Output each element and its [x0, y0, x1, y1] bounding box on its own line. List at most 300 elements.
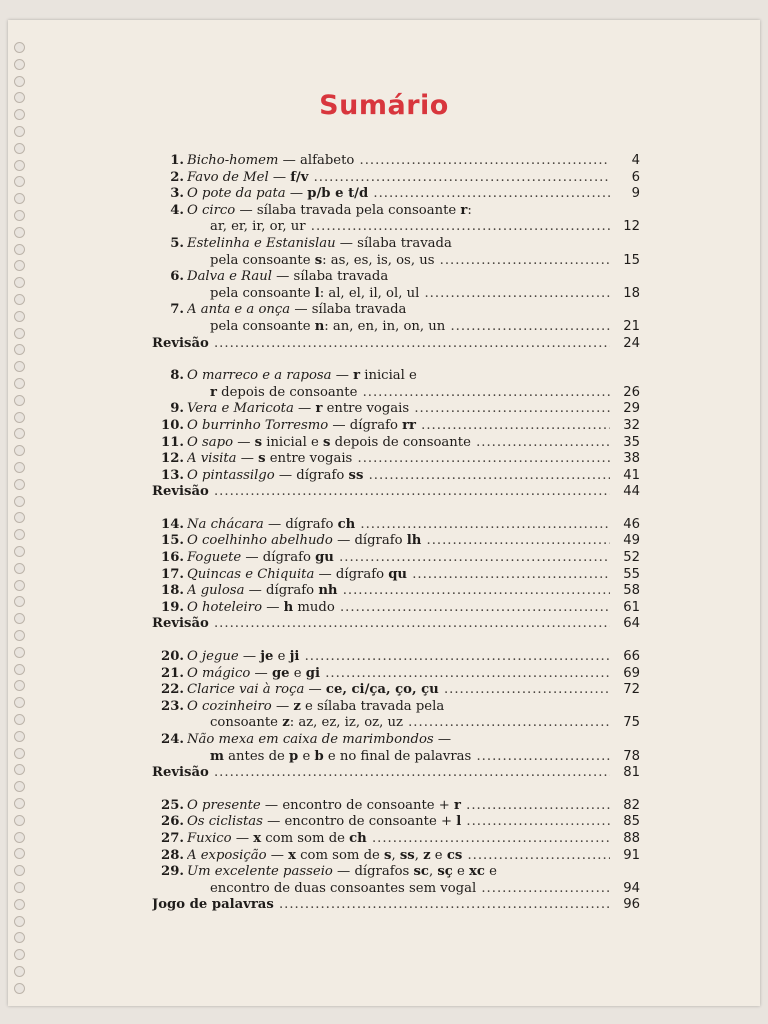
- toc-lesson-title: O pote da pata: [187, 186, 286, 202]
- toc-continuation-row: [142, 286, 642, 303]
- toc-row: [142, 583, 642, 600]
- toc-page-number: 6: [631, 169, 640, 185]
- dot-leader: [363, 468, 610, 483]
- toc-entry-text: [187, 269, 610, 286]
- toc-key-letters: f/v: [290, 169, 309, 185]
- toc-number: 11.: [161, 434, 184, 450]
- toc-key-letters: Revisão: [152, 616, 209, 632]
- toc-separator: —: [290, 302, 312, 318]
- toc-number: 12.: [161, 451, 184, 467]
- toc-page-number: 96: [623, 897, 640, 913]
- toc-row: [142, 153, 642, 170]
- binding-ring: [14, 714, 25, 725]
- binding-ring: [14, 428, 25, 439]
- toc-separator: —: [331, 368, 354, 384]
- toc-entry-text: [187, 451, 610, 468]
- toc-page-number: 64: [623, 616, 640, 632]
- toc-page-number: 26: [623, 384, 640, 400]
- toc-number: 26.: [161, 814, 184, 830]
- toc-description: com som de: [295, 847, 385, 863]
- toc-lesson-title: A exposição: [187, 847, 267, 863]
- toc-key-letters: gu: [315, 550, 334, 566]
- binding-ring: [14, 882, 25, 893]
- binding-ring: [14, 462, 25, 473]
- binding-ring: [14, 193, 25, 204]
- toc-entry-text: [187, 848, 610, 865]
- toc-entry-text: [187, 302, 610, 319]
- toc-description: dígrafo: [354, 533, 407, 549]
- binding-ring: [14, 832, 25, 843]
- binding-ring: [14, 311, 25, 322]
- binding-ring: [14, 344, 25, 355]
- toc-page-number: 4: [631, 153, 640, 168]
- toc-lesson-title: Bicho-homem: [187, 153, 279, 168]
- toc-key-letters: r: [210, 384, 217, 400]
- toc-number: 13.: [161, 467, 184, 483]
- toc-row: [142, 517, 642, 534]
- binding-ring: [14, 546, 25, 557]
- dot-leader: [209, 616, 610, 631]
- toc-key-letters: nh: [318, 583, 338, 599]
- dot-leader: [352, 451, 610, 466]
- binding-ring: [14, 59, 25, 70]
- toc-key-letters: ss: [348, 467, 364, 483]
- toc-entry-text: [187, 649, 610, 666]
- toc-description: dígrafo: [266, 583, 319, 599]
- dot-leader: [320, 666, 610, 681]
- toc-description: ,: [414, 847, 424, 863]
- binding-ring: [14, 664, 25, 675]
- toc-review-row: [142, 336, 642, 353]
- toc-page-number: 85: [623, 814, 640, 830]
- toc-lesson-title: A anta e a onça: [187, 302, 291, 318]
- toc-row: [142, 435, 642, 452]
- toc-entry-text: [210, 253, 610, 270]
- dot-leader: [434, 253, 610, 268]
- dot-leader: [476, 881, 610, 896]
- toc-entry-text: [152, 336, 610, 353]
- toc-key-letters: sç: [437, 864, 453, 880]
- toc-page-number: 44: [623, 484, 640, 500]
- binding-ring: [14, 445, 25, 456]
- dot-leader: [357, 385, 610, 400]
- toc-page-number: 94: [623, 880, 640, 896]
- toc-row: [142, 649, 642, 666]
- toc-description: pela consoante: [210, 285, 315, 301]
- dot-leader: [299, 649, 610, 664]
- toc-entry-text: [187, 682, 610, 699]
- toc-description: e: [484, 864, 497, 880]
- toc-description: e: [289, 665, 306, 681]
- toc-continuation-row: [142, 385, 642, 402]
- toc-entry-text: [187, 831, 610, 848]
- binding-ring: [14, 42, 25, 53]
- toc-row: [142, 732, 642, 749]
- toc-separator: —: [433, 732, 452, 747]
- toc-description: ,: [391, 847, 400, 863]
- toc-number: 29.: [161, 864, 184, 880]
- toc-description: dígrafo: [296, 467, 349, 483]
- binding-ring: [14, 328, 25, 339]
- toc-entry-text: [210, 319, 610, 336]
- toc-entry-text: [187, 864, 610, 881]
- toc-continuation-row: [142, 715, 642, 732]
- toc-key-letters: ge: [271, 665, 290, 681]
- toc-number: 25.: [161, 797, 184, 813]
- binding-ring: [14, 580, 25, 591]
- toc-description: antes de: [223, 748, 290, 764]
- toc-lesson-title: Foguete: [187, 550, 242, 566]
- toc-entry-text: [210, 715, 610, 732]
- toc-row: [142, 600, 642, 617]
- toc-number: 22.: [161, 682, 184, 698]
- spiral-binding: [14, 42, 28, 1002]
- toc-separator: —: [266, 847, 289, 863]
- toc-page-number: 66: [623, 649, 640, 665]
- toc-key-letters: s: [258, 451, 266, 467]
- toc-description: dígrafo: [335, 566, 389, 582]
- toc-number: 17.: [161, 566, 184, 582]
- toc-separator: —: [314, 566, 336, 582]
- toc-key-letters: r: [353, 368, 361, 384]
- binding-ring: [14, 126, 25, 137]
- toc-key-letters: x: [253, 830, 262, 846]
- toc-row: [142, 699, 642, 716]
- toc-page-number: 78: [623, 748, 640, 764]
- toc-number: 6.: [170, 269, 184, 285]
- toc-row: [142, 864, 642, 881]
- toc-description: e: [273, 649, 290, 665]
- toc-entry-text: [187, 798, 610, 815]
- toc-description: pela consoante: [210, 318, 315, 334]
- toc-description: encontro de consoante +: [282, 797, 455, 813]
- toc-key-letters: Revisão: [152, 484, 209, 500]
- dot-leader: [338, 583, 611, 598]
- toc-page-number: 24: [623, 335, 640, 351]
- toc-lesson-title: Estelinha e Estanislau: [187, 235, 336, 251]
- toc-entry-text: [152, 897, 610, 914]
- toc-key-letters: p: [289, 748, 299, 764]
- toc-number: 20.: [161, 649, 184, 665]
- binding-ring: [14, 210, 25, 221]
- toc-key-letters: ch: [337, 516, 356, 532]
- toc-number: 28.: [161, 847, 184, 863]
- toc-key-letters: gi: [305, 665, 320, 681]
- toc-lesson-title: Os ciclistas: [187, 814, 263, 830]
- toc-description: depois de consoante: [330, 434, 471, 450]
- toc-lesson-title: Não mexa em caixa de marimbondos: [187, 732, 434, 747]
- toc-number: 2.: [170, 169, 184, 185]
- toc-description: e: [298, 748, 315, 764]
- binding-ring: [14, 815, 25, 826]
- toc-entry-text: [187, 368, 610, 385]
- toc-row: [142, 533, 642, 550]
- toc-lesson-title: Vera e Maricota: [187, 401, 294, 417]
- toc-entry-text: [187, 814, 610, 831]
- dot-leader: [354, 153, 610, 168]
- toc-lesson-title: O burrinho Torresmo: [187, 417, 329, 433]
- toc-entry-text: [187, 186, 610, 203]
- toc-page-number: 49: [623, 533, 640, 549]
- toc-page-number: 69: [623, 665, 640, 681]
- toc-row: [142, 236, 642, 253]
- toc-entry-text: [187, 567, 610, 584]
- toc-key-letters: p/b e t/d: [307, 186, 369, 202]
- binding-ring: [14, 848, 25, 859]
- toc-description: inicial e: [360, 368, 417, 384]
- toc-key-letters: s: [254, 434, 263, 450]
- toc-number: 5.: [170, 235, 184, 251]
- toc-key-letters: Jogo de palavras: [152, 897, 274, 913]
- toc-key-letters: x: [288, 847, 296, 863]
- dot-leader: [335, 600, 610, 615]
- toc-review-row: [142, 765, 642, 782]
- toc-number: 24.: [161, 732, 184, 747]
- toc-entry-text: [187, 170, 610, 187]
- toc-number: 8.: [170, 368, 184, 384]
- toc-separator: —: [271, 698, 294, 714]
- dot-leader: [409, 401, 610, 416]
- binding-ring: [14, 680, 25, 691]
- dot-leader: [445, 319, 610, 334]
- toc-page-number: 75: [623, 715, 640, 731]
- binding-ring: [14, 378, 25, 389]
- dot-leader: [416, 418, 610, 433]
- toc-page-number: 29: [623, 401, 640, 417]
- binding-ring: [14, 143, 25, 154]
- toc-entry-text: [187, 600, 610, 617]
- toc-page-number: 72: [623, 682, 640, 698]
- toc-row: [142, 798, 642, 815]
- toc-page-number: 88: [623, 830, 640, 846]
- binding-ring: [14, 512, 25, 523]
- toc-page-number: 38: [623, 451, 640, 467]
- toc-page-number: 32: [623, 417, 640, 433]
- toc-entry-text: [187, 699, 610, 716]
- book-page: [8, 20, 760, 1006]
- dot-leader: [407, 567, 610, 582]
- toc-lesson-title: Clarice vai à roça: [187, 682, 305, 698]
- toc-number: 1.: [170, 153, 184, 168]
- toc-key-letters: xc: [469, 864, 485, 880]
- section-gap: [142, 352, 642, 368]
- toc-lesson-title: Dalva e Raul: [187, 269, 272, 285]
- toc-separator: —: [271, 269, 294, 285]
- table-of-contents: [142, 153, 642, 914]
- toc-description: dígrafo: [349, 417, 403, 433]
- section-gap: [142, 501, 642, 517]
- toc-row: [142, 269, 642, 286]
- toc-row: [142, 368, 642, 385]
- toc-key-letters: z: [282, 715, 290, 731]
- toc-continuation-row: [142, 881, 642, 898]
- toc-row: [142, 451, 642, 468]
- toc-entry-text: [187, 401, 610, 418]
- binding-ring: [14, 748, 25, 759]
- binding-ring: [14, 798, 25, 809]
- toc-description: e: [430, 847, 447, 863]
- toc-lesson-title: A gulosa: [187, 583, 245, 599]
- binding-ring: [14, 764, 25, 775]
- toc-row: [142, 814, 642, 831]
- toc-key-letters: h: [283, 599, 294, 615]
- toc-separator: —: [274, 467, 297, 483]
- toc-key-letters: r: [454, 797, 461, 813]
- toc-separator: —: [335, 235, 358, 251]
- toc-description: entre vogais: [265, 451, 353, 467]
- toc-separator: —: [236, 451, 259, 467]
- toc-review-row: [142, 897, 642, 914]
- dot-leader: [461, 798, 610, 813]
- page-title: Sumário: [319, 90, 449, 121]
- toc-description: : an, en, in, on, un: [324, 318, 446, 334]
- binding-ring: [14, 529, 25, 540]
- toc-separator: —: [263, 516, 286, 532]
- toc-key-letters: z: [293, 698, 301, 714]
- dot-leader: [209, 765, 610, 780]
- toc-page-number: 12: [623, 219, 640, 235]
- toc-key-letters: lh: [406, 533, 422, 549]
- toc-entry-text: [152, 616, 610, 633]
- toc-separator: —: [278, 153, 301, 168]
- section-gap: [142, 782, 642, 798]
- toc-number: 9.: [170, 401, 184, 417]
- toc-description: : as, es, is, os, us: [322, 252, 435, 268]
- toc-number: 23.: [161, 698, 184, 714]
- toc-entry-text: [187, 732, 610, 749]
- toc-page-number: 58: [623, 583, 640, 599]
- binding-ring: [14, 596, 25, 607]
- toc-row: [142, 401, 642, 418]
- toc-row: [142, 550, 642, 567]
- toc-number: 7.: [170, 302, 184, 318]
- binding-ring: [14, 983, 25, 994]
- toc-lesson-title: O sapo: [187, 434, 234, 450]
- toc-separator: —: [328, 417, 350, 433]
- dot-leader: [461, 814, 610, 829]
- toc-key-letters: ch: [349, 830, 367, 846]
- toc-description: pela consoante: [210, 252, 315, 268]
- toc-key-letters: cs: [446, 847, 463, 863]
- dot-leader: [471, 749, 610, 764]
- toc-description: inicial e: [262, 434, 324, 450]
- toc-description: dígrafo: [285, 516, 338, 532]
- toc-entry-text: [187, 236, 610, 253]
- dot-leader: [403, 715, 610, 730]
- toc-key-letters: sc: [413, 864, 429, 880]
- toc-key-letters: r: [315, 401, 323, 417]
- toc-row: [142, 567, 642, 584]
- toc-page-number: 82: [623, 797, 640, 813]
- toc-description: encontro de consoante +: [284, 814, 457, 830]
- binding-ring: [14, 899, 25, 910]
- binding-ring: [14, 731, 25, 742]
- toc-description: consoante: [210, 715, 283, 731]
- toc-lesson-title: O marreco e a raposa: [187, 368, 332, 384]
- toc-number: 19.: [161, 599, 184, 615]
- toc-row: [142, 682, 642, 699]
- toc-description: dígrafos: [354, 864, 414, 880]
- binding-ring: [14, 244, 25, 255]
- toc-entry-text: [187, 153, 610, 170]
- toc-lesson-title: Um excelente passeio: [187, 864, 333, 880]
- toc-description: dígrafo: [262, 550, 316, 566]
- toc-key-letters: r: [460, 202, 468, 218]
- toc-review-row: [142, 616, 642, 633]
- toc-separator: —: [332, 533, 355, 549]
- binding-ring: [14, 412, 25, 423]
- binding-ring: [14, 916, 25, 927]
- toc-lesson-title: Favo de Mel: [187, 169, 269, 185]
- toc-continuation-row: [142, 219, 642, 236]
- toc-key-letters: rr: [402, 417, 416, 433]
- toc-number: 15.: [161, 533, 184, 549]
- toc-entry-text: [187, 666, 610, 683]
- toc-key-letters: Revisão: [152, 765, 209, 781]
- dot-leader: [439, 682, 610, 697]
- toc-lesson-title: A visita: [187, 451, 237, 467]
- toc-key-letters: ji: [289, 649, 300, 665]
- toc-key-letters: je: [260, 649, 274, 665]
- binding-ring: [14, 949, 25, 960]
- toc-entry-text: [187, 533, 610, 550]
- toc-page-number: 15: [623, 252, 640, 268]
- binding-ring: [14, 932, 25, 943]
- toc-review-row: [142, 484, 642, 501]
- toc-description: depois de consoante: [216, 384, 358, 400]
- toc-page-number: 55: [623, 566, 640, 582]
- toc-page-number: 9: [631, 186, 640, 202]
- toc-key-letters: s: [384, 847, 392, 863]
- toc-lesson-title: O jegue: [187, 649, 239, 665]
- toc-page-number: 91: [623, 847, 640, 863]
- binding-ring: [14, 260, 25, 271]
- toc-description: sílaba travada: [293, 269, 389, 285]
- toc-key-letters: ce, ci/ça, ço, çu: [325, 682, 439, 698]
- toc-key-letters: m: [210, 748, 224, 764]
- toc-page-number: 21: [623, 318, 640, 334]
- toc-description: com som de: [261, 830, 350, 846]
- toc-row: [142, 302, 642, 319]
- toc-continuation-row: [142, 253, 642, 270]
- binding-ring: [14, 76, 25, 87]
- toc-description: : az, ez, iz, oz, uz: [289, 715, 403, 731]
- toc-separator: —: [293, 401, 316, 417]
- toc-description: encontro de duas consoantes sem vogal: [210, 880, 477, 896]
- toc-key-letters: Revisão: [152, 335, 209, 351]
- dot-leader: [209, 484, 610, 499]
- binding-ring: [14, 647, 25, 658]
- toc-key-letters: z: [423, 847, 431, 863]
- binding-ring: [14, 630, 25, 641]
- toc-lesson-title: O presente: [187, 797, 261, 813]
- toc-separator: —: [262, 814, 285, 830]
- toc-row: [142, 170, 642, 187]
- dot-leader: [334, 550, 610, 565]
- dot-leader: [419, 286, 610, 301]
- toc-description: e: [452, 864, 470, 880]
- binding-ring: [14, 966, 25, 977]
- toc-key-letters: s: [323, 434, 331, 450]
- toc-number: 18.: [161, 583, 184, 599]
- toc-separator: —: [244, 583, 267, 599]
- toc-description: alfabeto: [300, 153, 355, 168]
- toc-entry-text: [187, 418, 610, 435]
- toc-row: [142, 848, 642, 865]
- toc-key-letters: s: [314, 252, 323, 268]
- dot-leader: [209, 336, 610, 351]
- toc-continuation-row: [142, 319, 642, 336]
